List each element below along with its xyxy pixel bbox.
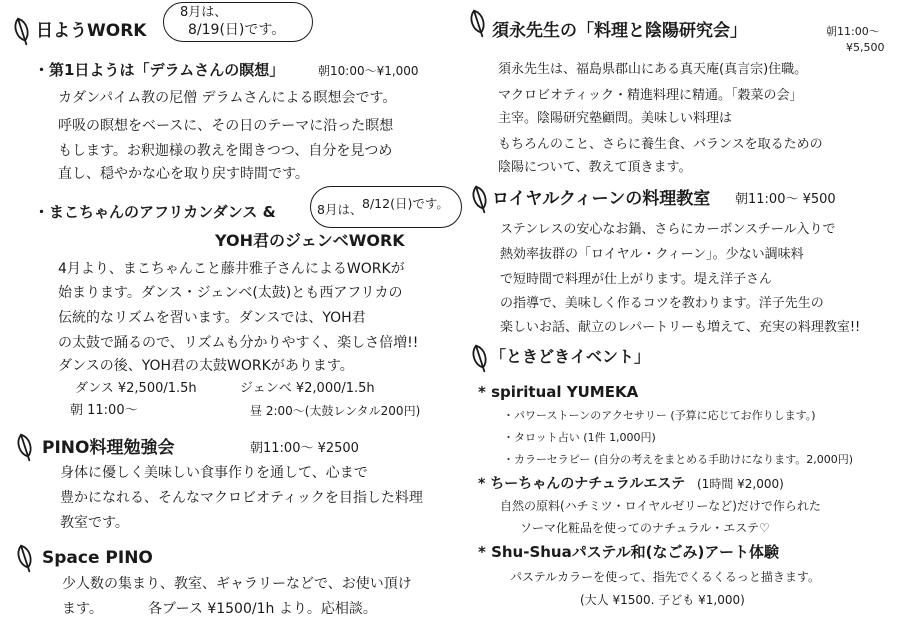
body-line: 教室です。 <box>60 515 129 531</box>
sunaga-title: 須永先生の「料理と陰陽研究会」 <box>492 21 747 41</box>
leaf-icon <box>11 541 39 576</box>
body-line: 陰陽について、教えて頂きます。 <box>498 160 692 175</box>
body-line: 直し、穏やかな心を取り戻す時間です。 <box>58 166 309 182</box>
djembe-price: ジェンベ ¥2,000/1.5h <box>240 381 375 396</box>
leaf-icon <box>464 6 492 41</box>
event-item: ・タロット占い (1件 1,000円) <box>503 431 656 444</box>
pino-cooking-title: PINO料理勉強会 <box>42 438 175 458</box>
body-line: の太鼓で踊るので、リズムも分かりやすく、楽しさ倍増!! <box>58 335 419 351</box>
event-item: ・カラーセラピー (自分の考えをまとめる手助けになります。2,000円) <box>503 453 854 466</box>
body-line: 須永先生は、福島県郡山にある真天庵(真言宗)住職。 <box>498 62 808 77</box>
body-line: ダンスの後、YOH君の太鼓WORKがあります。 <box>58 358 354 374</box>
sunaga-time: 朝11:00〜 <box>826 25 880 38</box>
events-title: 「ときどきイベント」 <box>490 347 651 366</box>
body-line: 伝統的なリズムを習います。ダンスでは、YOH君 <box>58 310 366 326</box>
body-line: パステルカラーを使って、指先でくるくるっと描きます。 <box>510 570 820 584</box>
body-line: 身体に優しく美味しい食事作りを通して、心まで <box>60 465 368 481</box>
body-line: マクロビオティック・精進料理に精通。「穀菜の会」 <box>498 88 803 103</box>
djembe-time: 昼 2:00〜(太鼓レンタル200円) <box>250 404 421 418</box>
date-note-line: 8月は、 <box>180 5 228 20</box>
leaf-icon <box>11 430 39 465</box>
space-pino-title: Space PINO <box>42 548 153 568</box>
body-line: 自然の原料(ハチミツ・ロイヤルゼリーなど)だけで作られた <box>500 499 821 513</box>
dance-heading: ・まこちゃんのアフリカンダンス & <box>34 203 276 221</box>
body-line: ます。 <box>62 601 103 617</box>
leaf-icon <box>8 14 36 49</box>
body-line: 熱効率抜群の「ロイヤル・クィーン」。少ない調味料 <box>500 247 804 262</box>
body-line: 呼吸の瞑想をベースに、その日のテーマに沿った瞑想 <box>58 118 394 134</box>
royal-queen-title: ロイヤルクィーンの料理教室 <box>492 189 711 209</box>
djembe-heading: YOH君のジェンベWORK <box>215 231 405 250</box>
shu-shua-heading: * Shu-Shuaパステル和(なごみ)アート体験 <box>478 543 779 561</box>
body-line: 始まります。ダンス・ジェンベ(太鼓)とも西アフリカの <box>58 285 403 301</box>
body-line: で短時間で料理が仕上がります。堤え洋子さん <box>500 272 772 287</box>
yumeka-heading: * spiritual YUMEKA <box>478 383 639 401</box>
dance-price: ダンス ¥2,500/1.5h <box>75 381 197 396</box>
body-line: ソーマ化粧品を使ってのナチュラル・エステ♡ <box>520 521 770 535</box>
sunaga-price: ¥5,500 <box>846 41 885 54</box>
leaf-icon <box>466 182 494 217</box>
nichiyou-work-title: 日ようWORK <box>36 21 147 41</box>
body-line: ステンレスの安心なお鍋、さらにカーボンスチール入りで <box>500 222 836 237</box>
body-line: 主宰。陰陽研究塾顧問。美味しい料理は <box>498 111 733 126</box>
meditation-time-price: 朝10:00〜¥1,000 <box>318 64 419 78</box>
body-line: 豊かになれる、そんなマクロビオティックを目指した料理 <box>60 490 423 506</box>
body-line: 少人数の集まり、教室、ギャラリーなどで、お使い頂け <box>62 576 412 592</box>
date-note-line: 8月は、 <box>317 202 363 217</box>
royal-queen-time-price: 朝11:00〜 ¥500 <box>735 192 836 207</box>
body-line: カダンパイム教の尼僧 デラムさんによる瞑想会です。 <box>58 90 397 106</box>
body-line: 4月より、まこちゃんこと藤井雅子さんによるWORKが <box>58 261 405 277</box>
chi-chan-price: (1時間 ¥2,000) <box>697 477 784 491</box>
chi-chan-heading: * ちーちゃんのナチュラルエステ <box>478 476 686 492</box>
event-item: ・パワーストーンのアクセサリー (予算に応じてお作りします。) <box>503 409 816 422</box>
date-note-line: 8/12(日)です。 <box>362 196 449 211</box>
shu-shua-price: (大人 ¥1500. 子ども ¥1,000) <box>580 593 745 607</box>
meditation-heading: ・第1日ようは「デラムさんの瞑想」 <box>34 61 285 79</box>
body-line: の指導で、美味しく作るコツを教わります。洋子先生の <box>500 296 824 311</box>
pino-cooking-time-price: 朝11:00〜 ¥2500 <box>250 441 359 456</box>
space-pino-price: 各ブース ¥1500/1h より。応相談。 <box>148 601 377 617</box>
date-note-line: 8/19(日)です。 <box>188 22 286 38</box>
body-line: もします。お釈迦様の教えを聞きつつ、自分を見つめ <box>58 143 393 159</box>
body-line: もちろんのこと、さらに養生食、バランスを取るための <box>498 137 823 152</box>
dance-time: 朝 11:00〜 <box>70 403 138 418</box>
body-line: 楽しいお話、献立のレパートリーも増えて、充実の料理教室!! <box>500 320 861 335</box>
